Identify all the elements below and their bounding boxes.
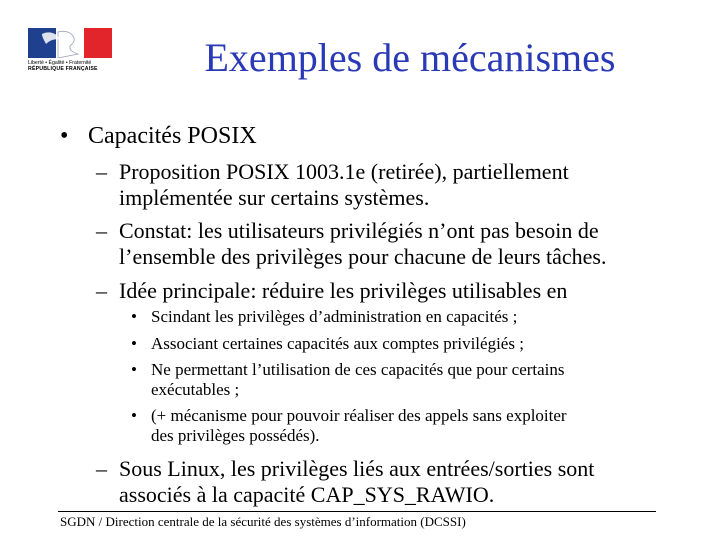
republique-francaise-logo [28,28,114,80]
flag-blue-band [28,28,56,58]
bullet-dot-icon: • [131,307,137,326]
bullet-dot-icon: • [60,123,69,149]
list-item-line: l’ensemble des privilèges pour chacune de leurs tâches. [119,244,607,269]
sub-list-item-line: Associant certaines capacités aux comptes privilégiés ; [151,334,524,353]
logo-motto: Liberté • Égalité • Fraternité [28,60,92,66]
list-item-line: implémentée sur certains systèmes. [119,185,430,210]
sub-list-item-line: Ne permettant l’utilisation de ces capacités que pour certains [151,360,565,379]
sub-list-item-line: des privilèges possédés). [151,426,320,445]
dash-bullet-icon: – [96,159,107,184]
list-item-line: Idée principale: réduire les privilèges utilisables en [119,278,568,303]
bullet-heading: Capacités POSIX [88,123,257,149]
footer-divider [58,511,656,512]
sub-list-item-line: Scindant les privilèges d’administration en capacités ; [151,307,518,326]
dash-bullet-icon: – [96,218,107,243]
bullet-dot-icon: • [131,406,137,425]
bullet-dot-icon: • [131,334,137,353]
dash-bullet-icon: – [96,456,107,481]
list-item-line: associés à la capacité CAP_SYS_RAWIO. [119,482,495,507]
list-item-line: Sous Linux, les privilèges liés aux entrées/sorties sont [119,456,595,481]
list-item-line: Constat: les utilisateurs privilégiés n’ont pas besoin de [119,218,599,243]
marianne-flag-icon [28,28,112,58]
bullet-dot-icon: • [131,360,137,379]
dash-bullet-icon: – [96,278,107,303]
sub-list-item-line: exécutables ; [151,380,240,399]
footer-text: SGDN / Direction centrale de la sécurité des systèmes d’information (DCSSI) [60,514,466,529]
logo-country: RÉPUBLIQUE FRANÇAISE [28,66,98,72]
slide-title: Exemples de mécanismes [204,35,616,80]
list-item-line: Proposition POSIX 1003.1e (retirée), partiellement [119,159,569,184]
sub-list-item-line: (+ mécanisme pour pouvoir réaliser des appels sans exploiter [151,406,567,425]
flag-red-band [84,28,112,58]
